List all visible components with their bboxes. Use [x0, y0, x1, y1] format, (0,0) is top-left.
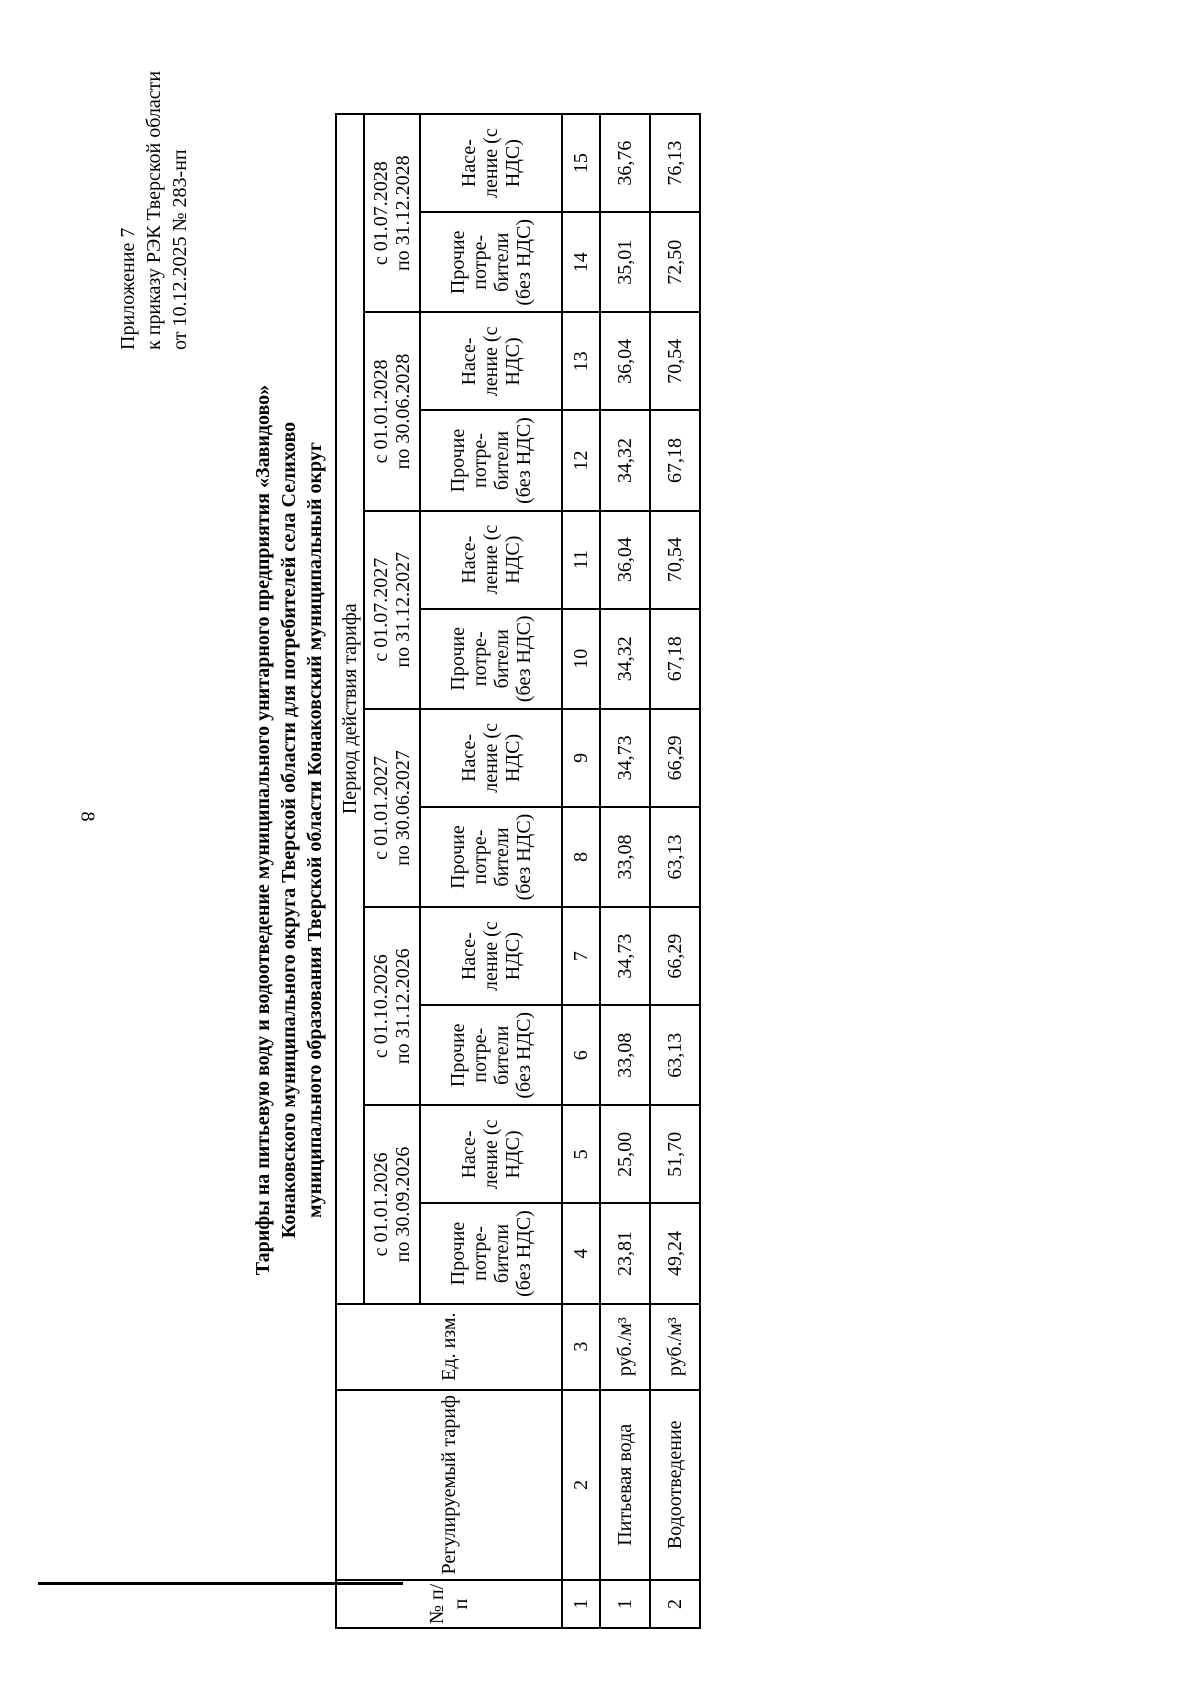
appendix-line-1: Приложение 7: [117, 227, 139, 350]
column-number: 8: [562, 807, 600, 907]
tariff-value: 63,13: [650, 1005, 700, 1105]
period-cell: [364, 312, 420, 510]
period-to: по 31.12.2028: [392, 155, 414, 272]
tariff-value: 67,18: [650, 410, 700, 510]
tariff-value: 67,18: [650, 609, 700, 709]
tariff-value: 34,32: [600, 410, 650, 510]
sub-header-other: Прочие потре-бители (без НДС): [420, 807, 562, 907]
rotated-content: [115, 30, 1200, 1630]
col-header-unit: Ед. изм.: [336, 1304, 562, 1390]
row-unit: руб./м³: [600, 1304, 650, 1390]
row-tariff-name: Питьевая вода: [600, 1390, 650, 1580]
tariff-value: 66,29: [650, 907, 700, 1005]
appendix-line-3: от 10.12.2025 № 283-нп: [169, 149, 191, 350]
title-line-2: Конаковского муниципального округа Тверской области для потребителей села Селихово: [278, 421, 300, 1239]
tariff-value: 34,73: [600, 709, 650, 807]
sub-header-other: Прочие потре-бители (без НДС): [420, 212, 562, 312]
tariff-value: 25,00: [600, 1105, 650, 1203]
column-number: 5: [562, 1105, 600, 1203]
column-number: 9: [562, 709, 600, 807]
sub-header-population: Насе-ление (с НДС): [420, 907, 562, 1005]
period-cell: [364, 114, 420, 312]
sub-header-population: Насе-ление (с НДС): [420, 709, 562, 807]
column-number: 13: [562, 312, 600, 410]
document-title: [250, 30, 328, 1630]
table-row: [600, 114, 650, 1628]
footer-rule: [38, 1582, 403, 1585]
period-to: по 30.09.2026: [392, 1146, 414, 1263]
column-number: 12: [562, 410, 600, 510]
col-header-tariff: Регулируемый тариф: [336, 1390, 562, 1580]
appendix-block: [115, 71, 193, 350]
period-from: с 01.01.2026: [370, 1152, 392, 1257]
period-from: с 01.07.2027: [370, 557, 392, 662]
sub-header-other: Прочие потре-бители (без НДС): [420, 609, 562, 709]
period-cell: [364, 709, 420, 907]
tariff-value: 33,08: [600, 807, 650, 907]
tariff-value: 23,81: [600, 1203, 650, 1303]
period-to: по 31.12.2027: [392, 551, 414, 668]
row-unit: руб./м³: [650, 1304, 700, 1390]
column-number: 3: [562, 1304, 600, 1390]
period-to: по 31.12.2026: [392, 948, 414, 1065]
tariff-value: 66,29: [650, 709, 700, 807]
title-line-3: муниципального образования Тверской области Конаковский муниципальный округ: [304, 442, 326, 1218]
tariff-value: 35,01: [600, 212, 650, 312]
column-number: 6: [562, 1005, 600, 1105]
tariff-value: 36,04: [600, 312, 650, 410]
period-from: с 01.01.2028: [370, 359, 392, 464]
column-number: 11: [562, 511, 600, 609]
period-from: с 01.01.2027: [370, 756, 392, 860]
sub-header-population: Насе-ление (с НДС): [420, 1105, 562, 1203]
column-number: 7: [562, 907, 600, 1005]
tariff-value: 51,70: [650, 1105, 700, 1203]
period-from: с 01.10.2026: [370, 954, 392, 1059]
sub-header-population: Насе-ление (с НДС): [420, 511, 562, 609]
tariff-value: 76,13: [650, 114, 700, 212]
column-number: 15: [562, 114, 600, 212]
tariff-value: 34,73: [600, 907, 650, 1005]
period-header: Период действия тарифа: [336, 114, 364, 1304]
appendix-line-2: к приказу РЭК Тверской области: [143, 70, 165, 350]
column-number: 14: [562, 212, 600, 312]
column-number: 10: [562, 609, 600, 709]
tariff-value: 72,50: [650, 212, 700, 312]
period-from: с 01.07.2028: [370, 161, 392, 266]
tariff-value: 49,24: [650, 1203, 700, 1303]
title-line-1: Тарифы на питьевую воду и водоотведение муниципального унитарного предприятия «Завидово»: [252, 384, 274, 1276]
row-tariff-name: Водоотведение: [650, 1390, 700, 1580]
tariff-value: 33,08: [600, 1005, 650, 1105]
column-number: 2: [562, 1390, 600, 1580]
column-number: 1: [562, 1580, 600, 1628]
col-header-no: № п/п: [336, 1580, 562, 1628]
tariff-value: 70,54: [650, 511, 700, 609]
period-cell: [364, 907, 420, 1105]
tariff-value: 36,04: [600, 511, 650, 609]
period-cell: [364, 1105, 420, 1303]
row-number: 2: [650, 1580, 700, 1628]
sub-header-other: Прочие потре-бители (без НДС): [420, 1203, 562, 1303]
tariff-value: 63,13: [650, 807, 700, 907]
sub-header-other: Прочие потре-бители (без НДС): [420, 410, 562, 510]
tariff-table: [335, 113, 701, 1629]
row-number: 1: [600, 1580, 650, 1628]
period-cell: [364, 511, 420, 709]
sub-header-other: Прочие потре-бители (без НДС): [420, 1005, 562, 1105]
tariff-value: 70,54: [650, 312, 700, 410]
sub-header-population: Насе-ление (с НДС): [420, 114, 562, 212]
period-to: по 30.06.2028: [392, 353, 414, 470]
page-number: 8: [76, 811, 99, 822]
tariff-value: 34,32: [600, 609, 650, 709]
period-to: по 30.06.2027: [392, 750, 414, 866]
sub-header-population: Насе-ление (с НДС): [420, 312, 562, 410]
column-number: 4: [562, 1203, 600, 1303]
tariff-value: 36,76: [600, 114, 650, 212]
table-row: [650, 114, 700, 1628]
